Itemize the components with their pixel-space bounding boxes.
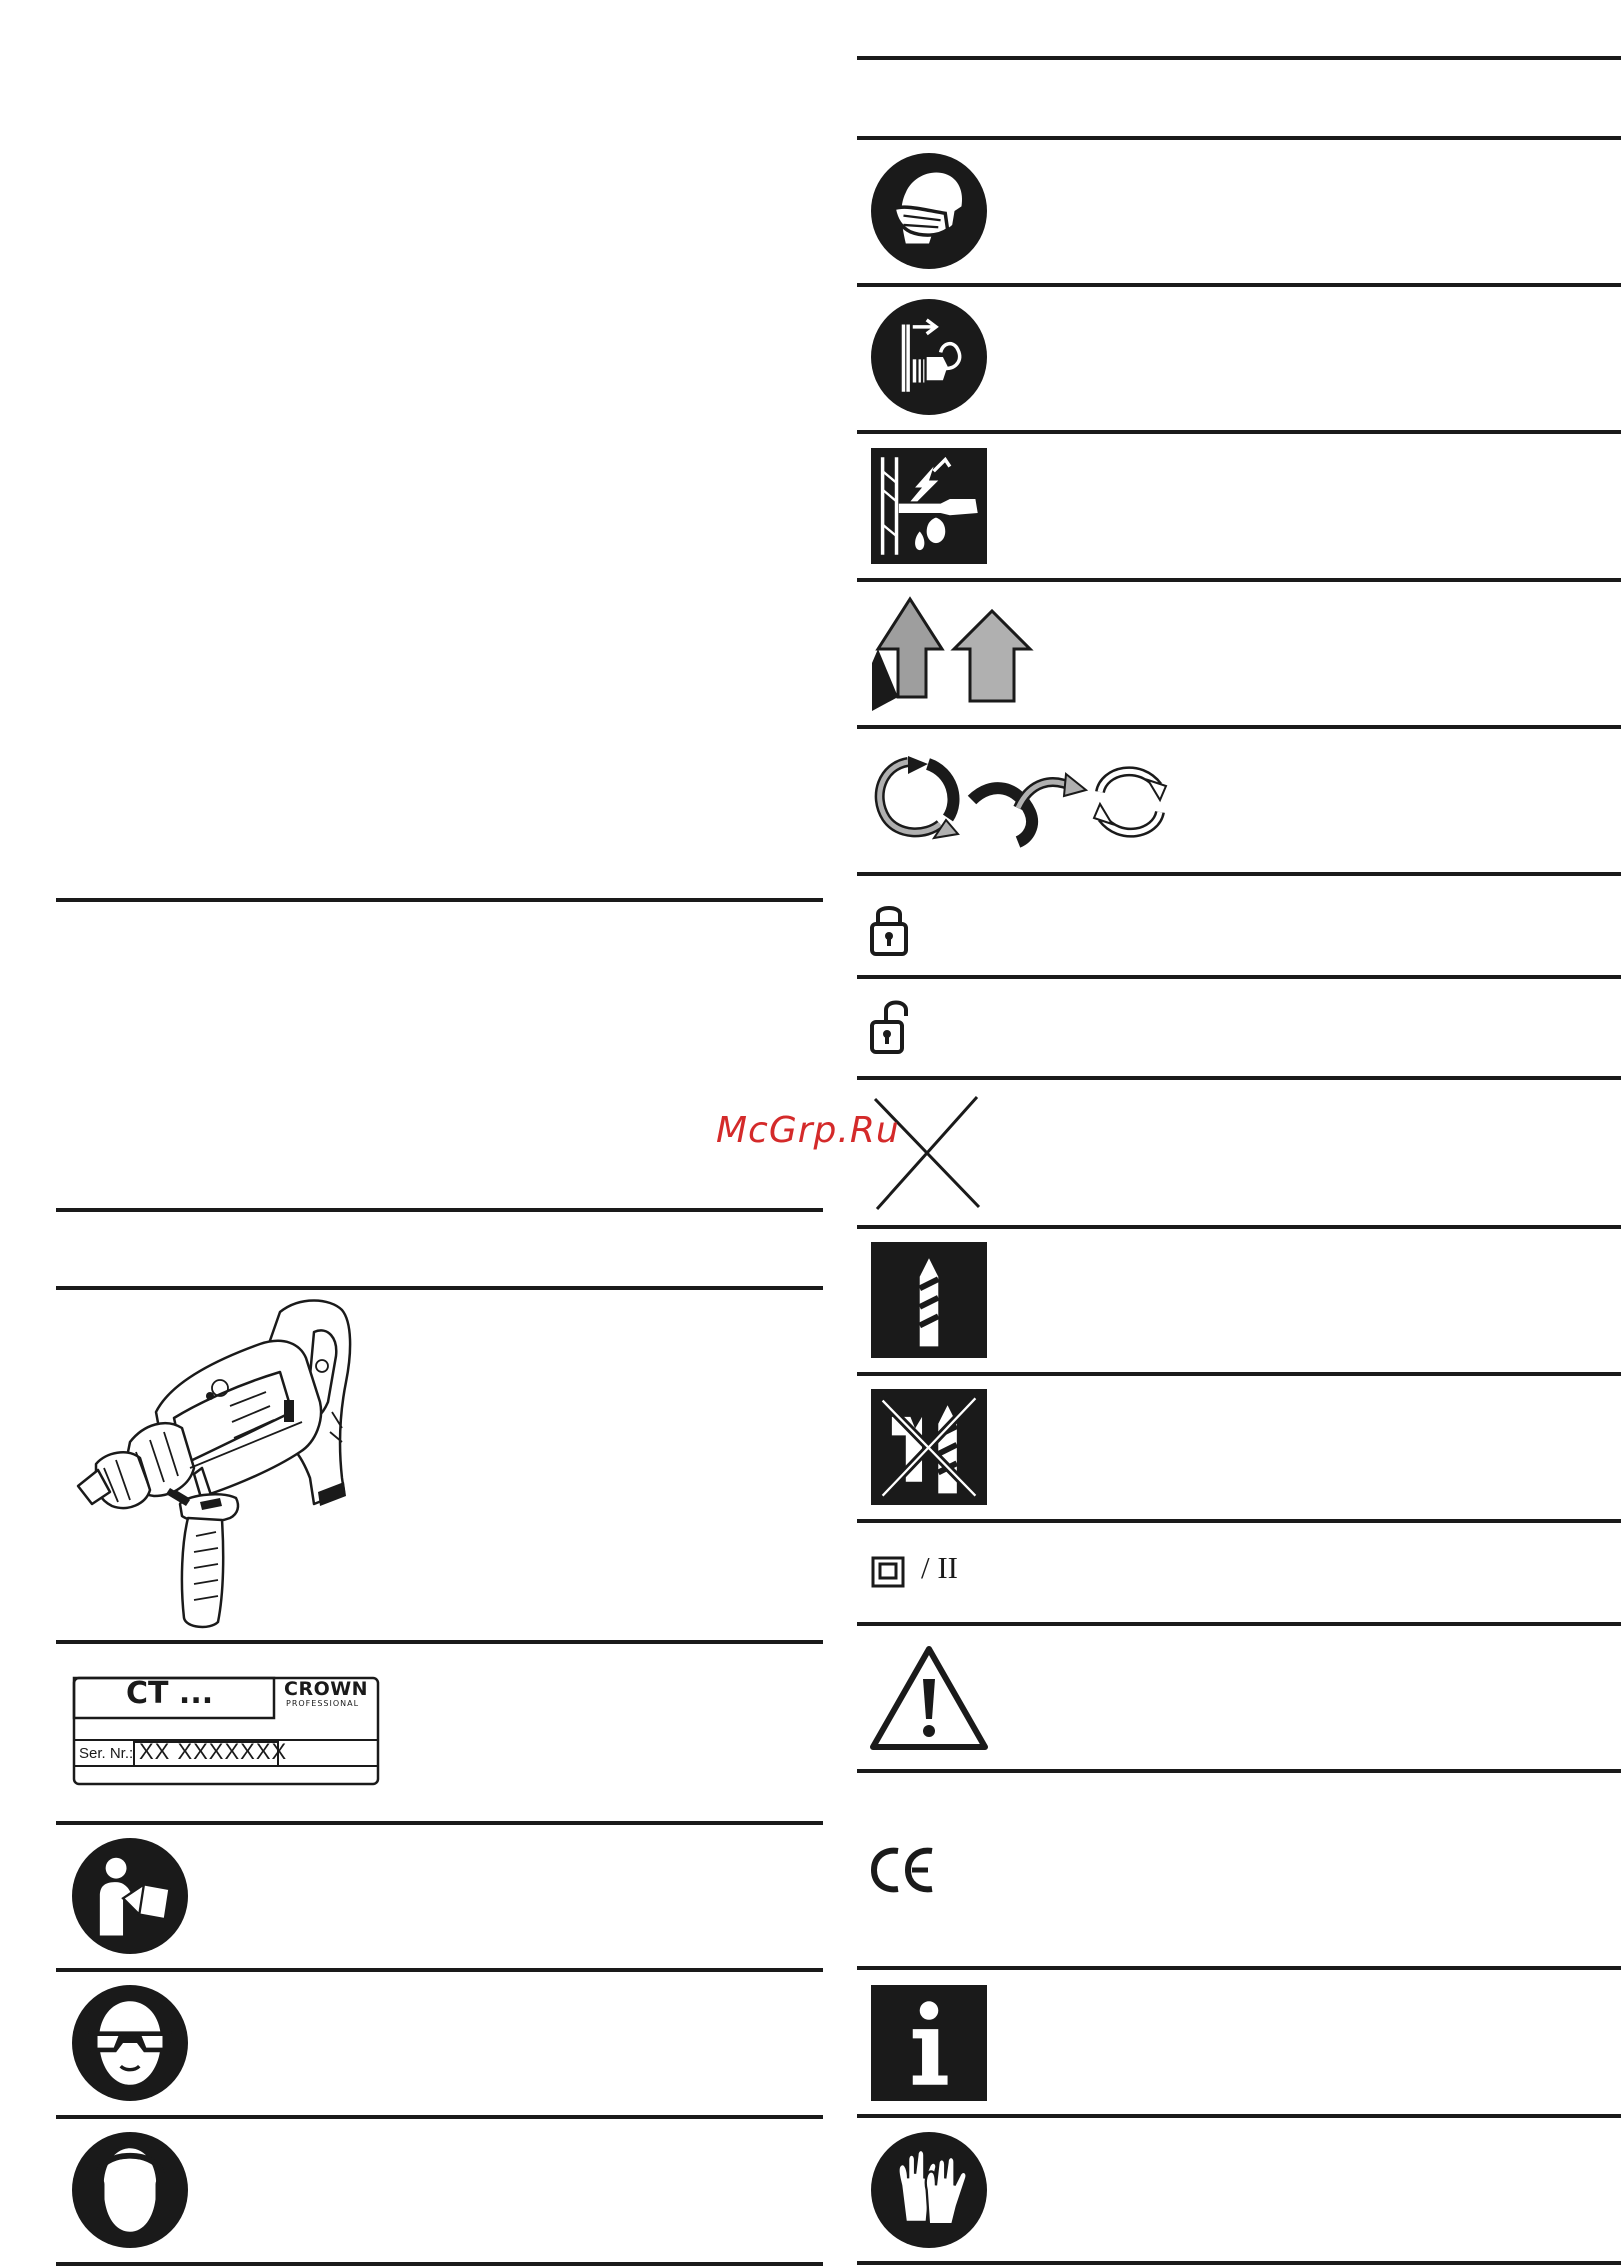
divider bbox=[857, 1225, 1621, 1229]
eye-protection-icon bbox=[72, 1985, 188, 2101]
divider bbox=[56, 1968, 823, 1972]
divider bbox=[56, 2262, 823, 2266]
class-ii-label: / II bbox=[921, 1550, 959, 1585]
ear-protection-icon bbox=[72, 2132, 188, 2248]
no-drill-bit-icon bbox=[871, 1389, 987, 1505]
divider bbox=[857, 1769, 1621, 1773]
class-ii-insulation-icon bbox=[871, 1556, 905, 1588]
divider bbox=[56, 1286, 823, 1290]
info-icon bbox=[871, 1985, 987, 2101]
divider bbox=[56, 1640, 823, 1644]
watermark: McGrp.Ru bbox=[716, 1110, 900, 1151]
divider bbox=[857, 2261, 1621, 2265]
divider bbox=[857, 56, 1621, 60]
divider bbox=[857, 1519, 1621, 1523]
dust-mask-mandatory-icon bbox=[871, 153, 987, 269]
hidden-utilities-warning-icon bbox=[871, 448, 987, 564]
divider bbox=[56, 1208, 823, 1212]
divider bbox=[56, 1821, 823, 1825]
drill-bit-icon bbox=[871, 1242, 987, 1358]
nameplate-brand-sub: PROFESSIONAL bbox=[286, 1699, 360, 1708]
impact-drill-illustration bbox=[70, 1292, 390, 1632]
nameplate-model: CT ... bbox=[126, 1676, 214, 1711]
gloves-mandatory-icon bbox=[871, 2132, 987, 2248]
divider bbox=[857, 1372, 1621, 1376]
divider bbox=[857, 578, 1621, 582]
unplug-before-service-icon bbox=[871, 299, 987, 415]
divider bbox=[56, 898, 823, 902]
divider bbox=[857, 872, 1621, 876]
read-manual-icon bbox=[72, 1838, 188, 1954]
divider bbox=[56, 2115, 823, 2119]
lock-closed-icon bbox=[868, 900, 910, 958]
divider bbox=[857, 1076, 1621, 1080]
upward-arrows-icon bbox=[868, 593, 1038, 715]
divider bbox=[857, 2114, 1621, 2118]
warning-triangle-icon bbox=[869, 1645, 989, 1751]
divider bbox=[857, 1966, 1621, 1970]
divider bbox=[857, 725, 1621, 729]
divider bbox=[857, 975, 1621, 979]
rotation-direction-icons bbox=[868, 752, 1178, 852]
ce-mark-icon bbox=[870, 1845, 938, 1895]
nameplate-brand: CROWN bbox=[284, 1678, 369, 1700]
divider bbox=[857, 430, 1621, 434]
lock-open-icon bbox=[868, 998, 910, 1056]
divider bbox=[857, 136, 1621, 140]
divider bbox=[857, 1622, 1621, 1626]
nameplate-serial-value: XX XXXXXXX bbox=[139, 1739, 288, 1764]
divider bbox=[857, 283, 1621, 287]
nameplate-serial-label: Ser. Nr.: bbox=[79, 1745, 134, 1762]
